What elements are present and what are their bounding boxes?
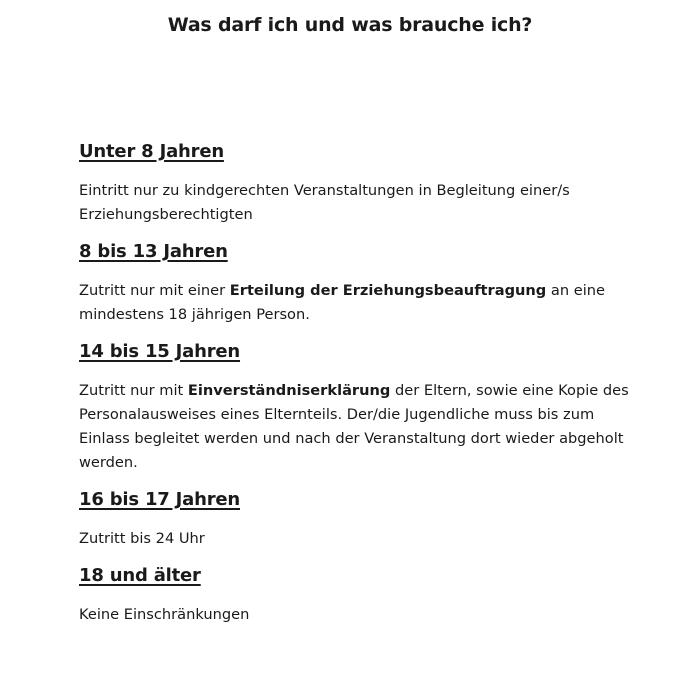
body-text: Zutritt nur mit einer [79, 282, 230, 299]
section-heading: Unter 8 Jahren [79, 141, 224, 162]
section-heading: 8 bis 13 Jahren [79, 241, 228, 262]
age-rules-content [79, 139, 639, 639]
section-under-8 [79, 139, 639, 227]
body-text: an eine mindestens 18 jährigen Person. [79, 282, 605, 323]
body-text: Eintritt nur zu kindgerechten Veranstaltungen in Begleitung einer/s Erziehungsberechtigten [79, 182, 570, 223]
section-16-to-17 [79, 487, 639, 551]
body-text: Zutritt nur mit [79, 382, 188, 399]
section-body [79, 603, 639, 627]
body-text: Keine Einschränkungen [79, 606, 250, 623]
body-text: der Eltern, sowie eine Kopie des Personalausweises eines Elternteils. Der/die Jugendliche muss bis zum Einlass begleitet werden und nach der Veranstaltung dort wieder abgeholt werden. [79, 382, 629, 471]
page-title: Was darf ich und was brauche ich? [167, 14, 533, 36]
section-body [79, 279, 639, 327]
section-heading: 14 bis 15 Jahren [79, 341, 241, 362]
section-18-and-older [79, 563, 639, 627]
section-heading: 18 und älter [79, 565, 201, 586]
body-text-bold: Erteilung der Erziehungsbeauftragung [229, 282, 547, 299]
section-14-to-15 [79, 339, 639, 475]
section-heading: 16 bis 17 Jahren [79, 489, 241, 510]
section-body [79, 379, 639, 475]
section-body [79, 527, 639, 551]
section-body [79, 179, 639, 227]
body-text-bold: Einverständniserklärung [187, 382, 391, 399]
body-text: Zutritt bis 24 Uhr [79, 530, 205, 547]
section-8-to-13 [79, 239, 639, 327]
